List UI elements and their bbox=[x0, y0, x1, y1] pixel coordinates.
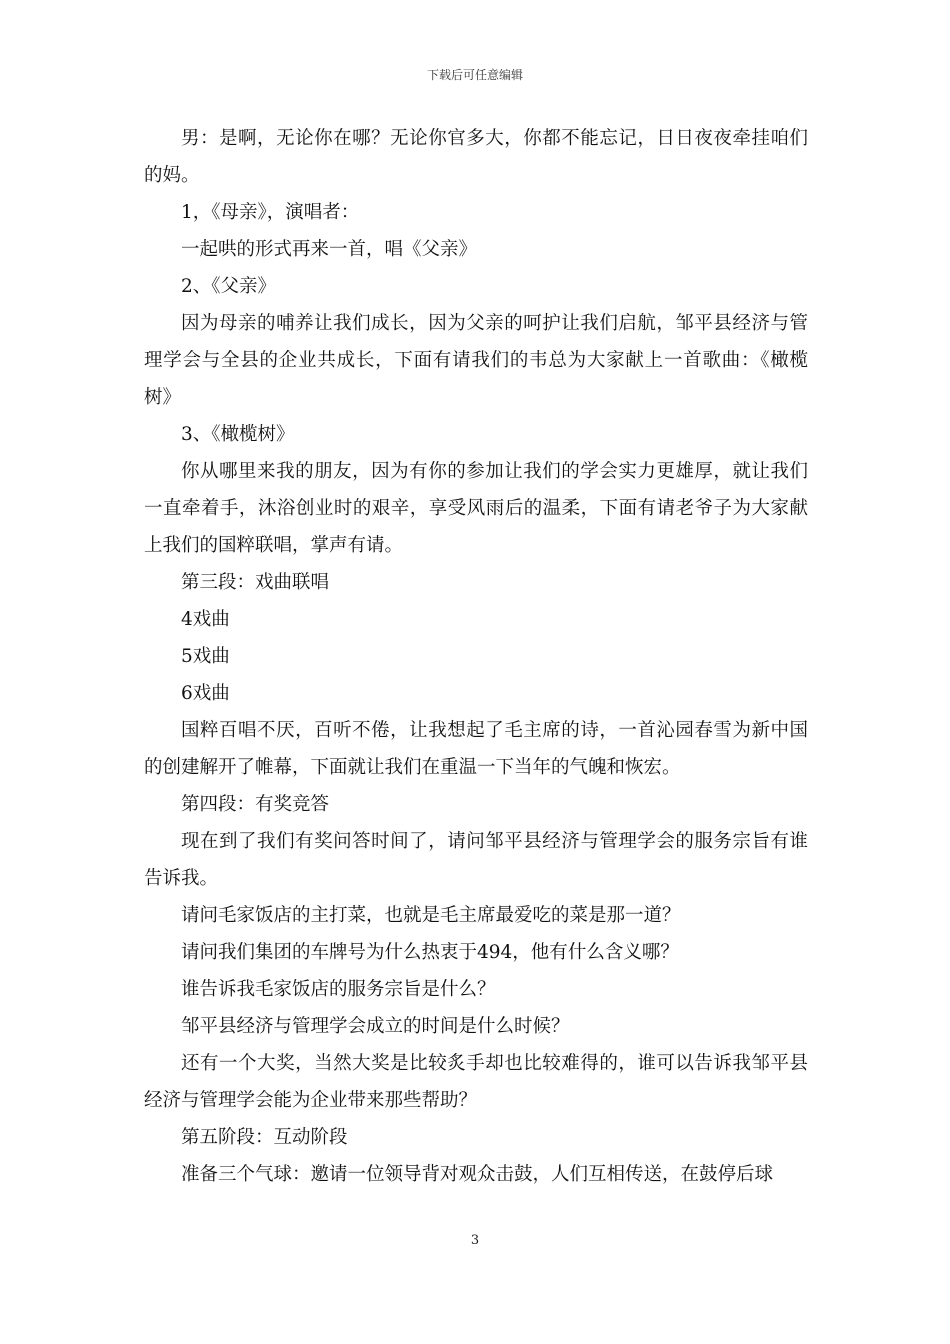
paragraph: 1，《母亲》，演唱者： bbox=[181, 202, 360, 223]
question: 谁告诉我毛家饭店的服务宗旨是什么？ bbox=[181, 979, 496, 1000]
paragraph: 国粹百唱不厌，百听不倦，让我想起了毛主席的诗，一首沁园春雪为新中国的创建解开了帷幕，下面就让我们在重温一下当年的气魄和恢宏。 bbox=[144, 720, 808, 778]
paragraph: 4戏曲 bbox=[181, 609, 230, 630]
paragraph: 3、《橄榄树》 bbox=[181, 424, 295, 445]
paragraph: 一起哄的形式再来一首，唱《父亲》 bbox=[181, 239, 478, 260]
paragraph: 你从哪里来我的朋友，因为有你的参加让我们的学会实力更雄厚，就让我们一直牵着手，沐浴创业时的艰辛，享受风雨后的温柔，下面有请老爷子为大家献上我们的国粹联唱，掌声有请。 bbox=[144, 461, 808, 556]
question: 邹平县经济与管理学会成立的时间是什么时候？ bbox=[181, 1016, 570, 1037]
page-number: 3 bbox=[470, 1233, 480, 1248]
paragraph: 现在到了我们有奖问答时间了，请问邹平县经济与管理学会的服务宗旨有谁告诉我。 bbox=[144, 831, 808, 889]
paragraph: 2、《父亲》 bbox=[181, 276, 277, 297]
section-heading: 第四段：有奖竞答 bbox=[181, 794, 330, 815]
page-header: 下载后可任意编辑 bbox=[426, 68, 523, 82]
paragraph: 因为母亲的哺养让我们成长，因为父亲的呵护让我们启航，邹平县经济与管理学会与全县的企业共成长，下面有请我们的韦总为大家献上一首歌曲：《橄榄树》 bbox=[144, 313, 808, 408]
section-heading: 第五阶段：互动阶段 bbox=[181, 1127, 348, 1148]
question: 请问毛家饭店的主打菜，也就是毛主席最爱吃的菜是那一道？ bbox=[181, 905, 681, 926]
question: 请问我们集团的车牌号为什么热衷于494，他有什么含义哪？ bbox=[181, 942, 679, 963]
paragraph: 6戏曲 bbox=[181, 683, 230, 704]
section-heading: 第三段：戏曲联唱 bbox=[181, 572, 330, 593]
paragraph: 准备三个气球：邀请一位领导背对观众击鼓，人们互相传送，在鼓停后球 bbox=[181, 1164, 774, 1185]
paragraph: 5戏曲 bbox=[181, 646, 230, 667]
paragraph: 还有一个大奖，当然大奖是比较炙手却也比较难得的，谁可以告诉我邹平县经济与管理学会能为企业带来那些帮助？ bbox=[144, 1053, 808, 1111]
paragraph: 男：是啊，无论你在哪？无论你官多大，你都不能忘记，日日夜夜牵挂咱们的妈。 bbox=[144, 128, 808, 186]
document-body bbox=[144, 120, 808, 1193]
